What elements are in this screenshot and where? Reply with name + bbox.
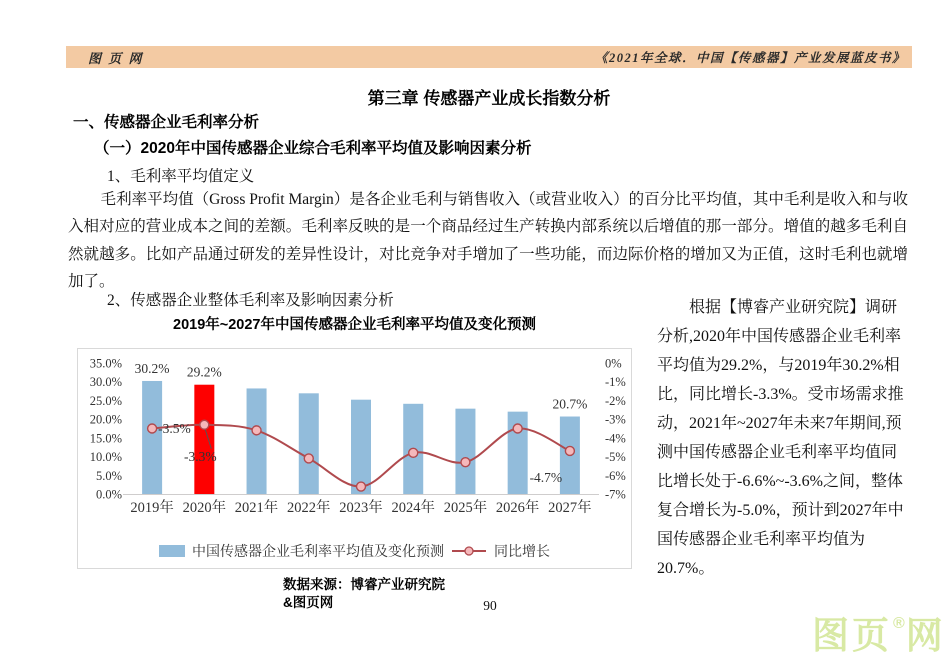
svg-text:2025年: 2025年 xyxy=(443,500,488,516)
data-source-line1: 数据来源：博睿产业研究院 xyxy=(283,577,445,592)
site-watermark-logo xyxy=(812,616,948,654)
svg-text:2020年: 2020年 xyxy=(182,500,227,516)
svg-text:2027年: 2027年 xyxy=(548,500,592,516)
svg-text:-4%: -4% xyxy=(605,431,626,446)
page-header-bar xyxy=(66,46,912,68)
svg-text:-3%: -3% xyxy=(605,412,626,427)
legend-bar-label: 中国传感器企业毛利率平均值及变化预测 xyxy=(192,545,444,560)
list-item-2-heading: 2、传感器企业整体毛利率及影响因素分析 xyxy=(107,292,394,309)
chart-title: 2019年~2027年中国传感器企业毛利率平均值及变化预测 xyxy=(173,317,536,333)
svg-text:-5%: -5% xyxy=(605,450,626,465)
svg-text:30.2%: 30.2% xyxy=(134,360,170,376)
svg-text:20.7%: 20.7% xyxy=(552,396,588,412)
data-source-note xyxy=(283,576,445,612)
svg-text:-4.7%: -4.7% xyxy=(529,469,563,485)
svg-text:-3.3%: -3.3% xyxy=(184,448,217,464)
svg-text:20.0%: 20.0% xyxy=(89,412,122,427)
svg-text:35.0%: 35.0% xyxy=(89,356,122,371)
section-heading: 一、传感器企业毛利率分析 xyxy=(73,114,260,131)
header-site-name: 图 页 网 xyxy=(88,50,144,66)
chart-svg xyxy=(78,349,633,525)
legend-line-icon xyxy=(451,545,487,557)
svg-text:0%: 0% xyxy=(605,356,622,371)
registered-trademark-icon: ® xyxy=(893,615,905,632)
chart-legend xyxy=(78,541,631,561)
definition-paragraph: 毛利率平均值（Gross Profit Margin）是各企业毛利与销售收入（或营业收入）的百分比平均值，其中毛利是收入和与收入相对应的营业成本之间的差额。毛利率反映的是一个商品经过生产转换内部系统以后增值的那一部分。增值的越多毛利自然就越多。比如产品通过研发的差异性设计，对比竞争对手增加了一些功能，而边际价格的增加又为正值，这时毛利也就增加了。 xyxy=(68,191,908,291)
svg-text:-7%: -7% xyxy=(605,487,626,502)
svg-text:-6%: -6% xyxy=(605,468,626,483)
margin-chart xyxy=(77,348,632,569)
watermark-text-left: 图页 xyxy=(812,615,892,656)
svg-text:30.0%: 30.0% xyxy=(89,375,122,390)
svg-text:-2%: -2% xyxy=(605,393,626,408)
legend-bar-swatch xyxy=(159,545,185,557)
watermark-text-right: 网 xyxy=(905,615,946,656)
svg-text:2022年: 2022年 xyxy=(287,500,331,516)
legend-line-label: 同比增长 xyxy=(494,545,550,560)
data-source-line2: &图页网 xyxy=(283,595,334,610)
svg-text:2019年: 2019年 xyxy=(130,500,174,516)
svg-text:2024年: 2024年 xyxy=(391,500,435,516)
subsection-heading: （一）2020年中国传感器企业综合毛利率平均值及影响因素分析 xyxy=(94,140,532,157)
svg-text:5.0%: 5.0% xyxy=(95,468,122,483)
svg-text:2023年: 2023年 xyxy=(339,500,383,516)
svg-text:29.2%: 29.2% xyxy=(186,364,222,380)
svg-text:0.0%: 0.0% xyxy=(95,487,122,502)
svg-text:2021年: 2021年 xyxy=(234,500,279,516)
svg-text:2026年: 2026年 xyxy=(495,500,540,516)
svg-text:10.0%: 10.0% xyxy=(89,450,122,465)
list-item-1-heading: 1、毛利率平均值定义 xyxy=(107,168,255,185)
svg-text:-3.5%: -3.5% xyxy=(158,421,191,436)
svg-text:25.0%: 25.0% xyxy=(89,393,122,408)
side-analysis-paragraph: 根据【博睿产业研究院】调研分析,2020年中国传感器企业毛利率平均值为29.2%，与2019年30.2%相比，同比增长-3.3%。受市场需求推动，2021年~2027年未来7年期间,预测中国传感器企业毛利率平均值同比增长处于-6.6%~-3.6%之间，整体复合增长为-5.0%，预计到2027年中国传感器企业毛利率平均值为20.7%。 xyxy=(657,299,904,577)
chapter-title: 第三章 传感器产业成长指数分析 xyxy=(367,89,611,108)
svg-text:-1%: -1% xyxy=(605,375,626,390)
svg-text:15.0%: 15.0% xyxy=(89,431,122,446)
header-book-title: 《2021年全球．中国【传感器】产业发展蓝皮书》 xyxy=(594,51,906,65)
page-number: 90 xyxy=(483,598,497,613)
